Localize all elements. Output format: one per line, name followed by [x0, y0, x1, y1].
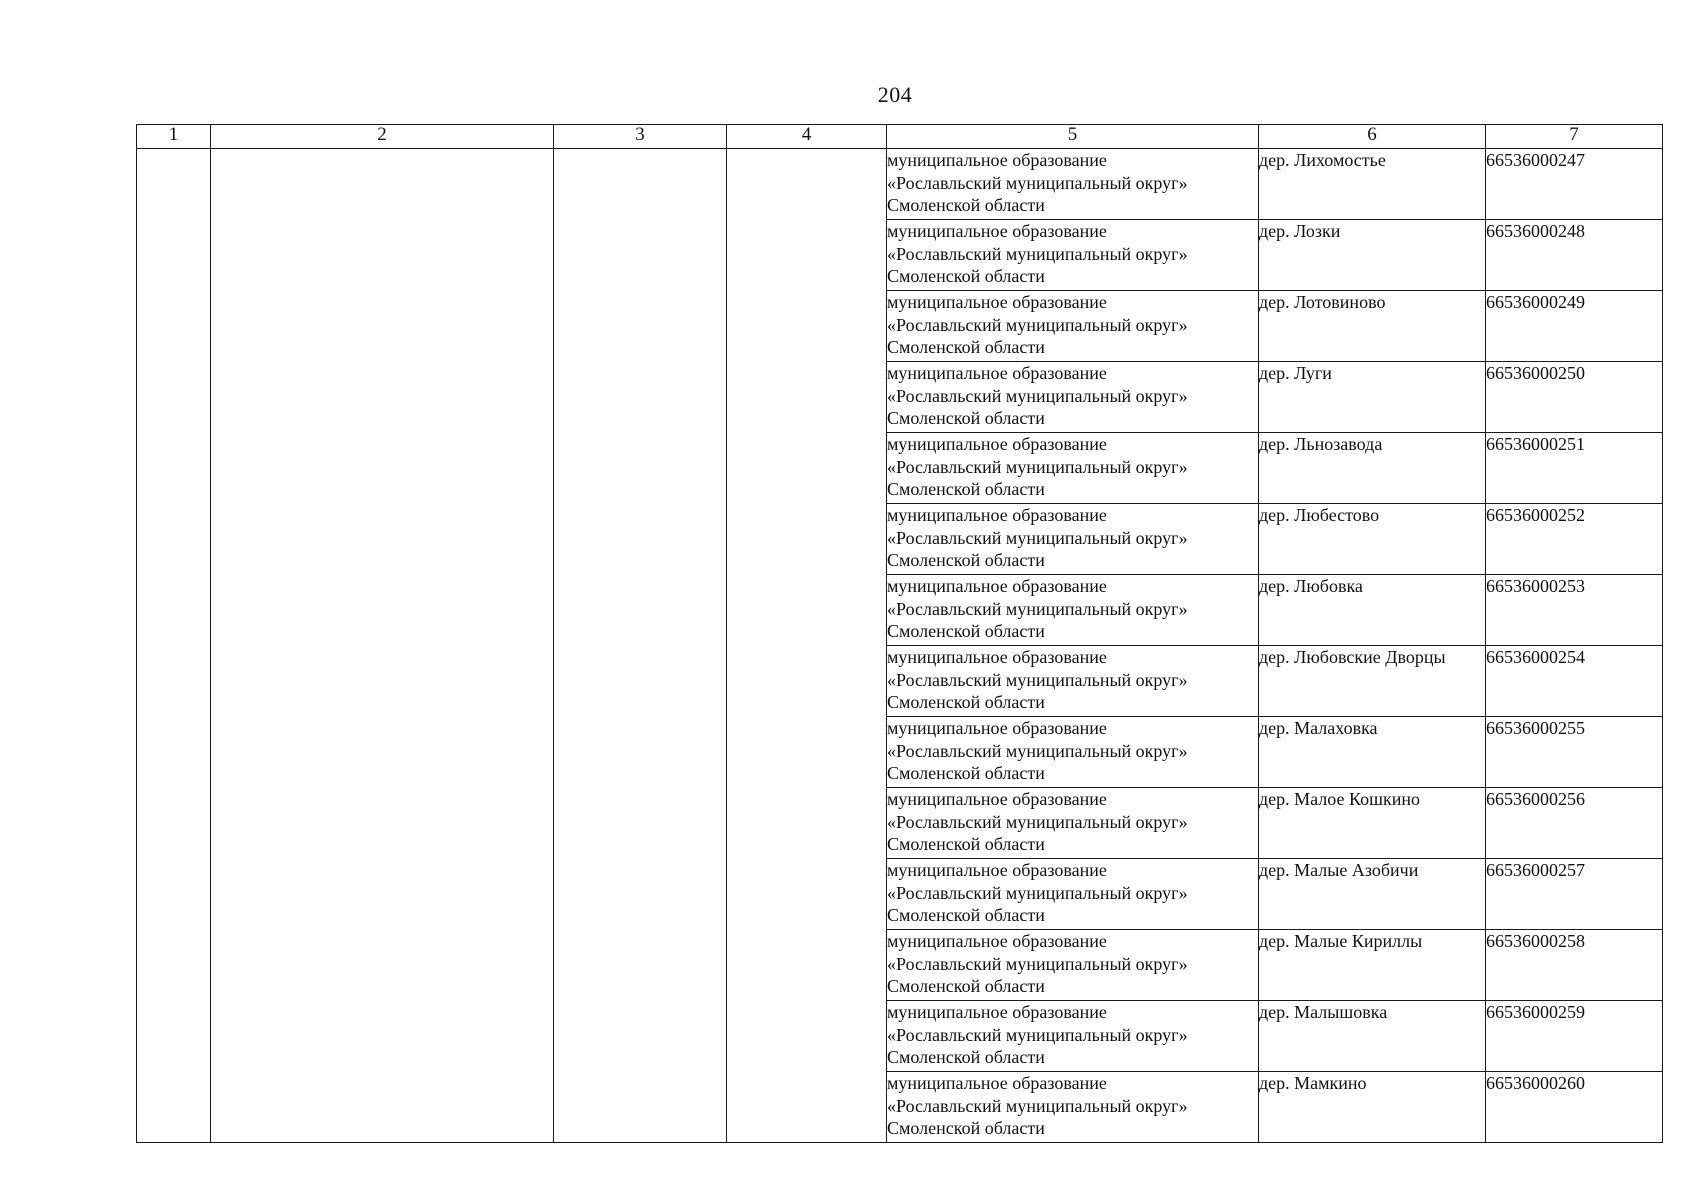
oktmo-code-cell: 66536000254 — [1486, 646, 1663, 717]
page-number: 204 — [877, 82, 913, 107]
settlement-cell: дер. Малаховка — [1259, 717, 1486, 788]
oktmo-code-cell: 66536000251 — [1486, 433, 1663, 504]
empty-cell-col1 — [137, 149, 211, 1143]
municipality-line-1: муниципальное образование — [887, 292, 1107, 312]
settlement-cell: дер. Малые Азобичи — [1259, 859, 1486, 930]
column-header-1: 1 — [137, 125, 211, 149]
municipality-cell — [887, 788, 1259, 859]
settlement-cell: дер. Лотовиново — [1259, 291, 1486, 362]
municipality-line-3: Смоленской области — [887, 834, 1045, 854]
municipality-line-2: «Рославльский муниципальный округ» — [887, 811, 1188, 832]
municipality-line-1: муниципальное образование — [887, 931, 1107, 951]
municipality-line-1: муниципальное образование — [887, 789, 1107, 809]
oktmo-code-cell: 66536000249 — [1486, 291, 1663, 362]
municipality-line-3: Смоленской области — [887, 550, 1045, 570]
column-number-row — [137, 125, 1663, 149]
municipality-line-3: Смоленской области — [887, 195, 1045, 215]
municipality-line-1: муниципальное образование — [887, 860, 1107, 880]
column-header-3: 3 — [554, 125, 727, 149]
municipality-cell — [887, 220, 1259, 291]
oktmo-code-cell: 66536000248 — [1486, 220, 1663, 291]
municipality-line-2: «Рославльский муниципальный округ» — [887, 1095, 1188, 1116]
municipality-line-1: муниципальное образование — [887, 647, 1107, 667]
municipality-line-2: «Рославльский муниципальный округ» — [887, 669, 1188, 690]
municipality-line-1: муниципальное образование — [887, 505, 1107, 525]
settlement-cell: дер. Любовка — [1259, 575, 1486, 646]
settlement-cell: дер. Любестово — [1259, 504, 1486, 575]
municipality-cell — [887, 930, 1259, 1001]
municipality-cell — [887, 717, 1259, 788]
municipality-line-1: муниципальное образование — [887, 221, 1107, 241]
municipality-line-3: Смоленской области — [887, 976, 1045, 996]
municipality-cell — [887, 149, 1259, 220]
settlement-cell: дер. Льнозавода — [1259, 433, 1486, 504]
municipality-cell — [887, 362, 1259, 433]
municipality-cell — [887, 291, 1259, 362]
municipality-line-1: муниципальное образование — [887, 150, 1107, 170]
municipality-line-3: Смоленской области — [887, 479, 1045, 499]
empty-cell-col3 — [554, 149, 727, 1143]
column-header-4: 4 — [727, 125, 887, 149]
oktmo-code-cell: 66536000260 — [1486, 1072, 1663, 1143]
column-header-2: 2 — [211, 125, 554, 149]
municipality-line-3: Смоленской области — [887, 905, 1045, 925]
municipality-line-2: «Рославльский муниципальный округ» — [887, 953, 1188, 974]
municipality-cell — [887, 1072, 1259, 1143]
register-body — [137, 149, 1663, 1143]
oktmo-code-cell: 66536000257 — [1486, 859, 1663, 930]
oktmo-code-cell: 66536000250 — [1486, 362, 1663, 433]
municipality-line-2: «Рославльский муниципальный округ» — [887, 527, 1188, 548]
oktmo-code-cell: 66536000255 — [1486, 717, 1663, 788]
municipality-cell — [887, 859, 1259, 930]
oktmo-code-cell: 66536000259 — [1486, 1001, 1663, 1072]
municipality-line-3: Смоленской области — [887, 621, 1045, 641]
oktmo-code-cell: 66536000258 — [1486, 930, 1663, 1001]
register-table — [136, 124, 1663, 1143]
municipality-line-3: Смоленской области — [887, 692, 1045, 712]
municipality-line-3: Смоленской области — [887, 763, 1045, 783]
municipality-line-3: Смоленской области — [887, 408, 1045, 428]
table-row — [137, 149, 1663, 220]
municipality-line-2: «Рославльский муниципальный округ» — [887, 243, 1188, 264]
municipality-line-1: муниципальное образование — [887, 718, 1107, 738]
municipality-line-2: «Рославльский муниципальный округ» — [887, 172, 1188, 193]
municipality-line-3: Смоленской области — [887, 1047, 1045, 1067]
oktmo-code-cell: 66536000252 — [1486, 504, 1663, 575]
oktmo-code-cell: 66536000253 — [1486, 575, 1663, 646]
municipality-line-1: муниципальное образование — [887, 434, 1107, 454]
empty-cell-col4 — [727, 149, 887, 1143]
municipality-cell — [887, 433, 1259, 504]
settlement-cell: дер. Малое Кошкино — [1259, 788, 1486, 859]
settlement-cell: дер. Лозки — [1259, 220, 1486, 291]
settlement-cell: дер. Любовские Дворцы — [1259, 646, 1486, 717]
municipality-line-3: Смоленской области — [887, 1118, 1045, 1138]
settlement-cell: дер. Малые Кириллы — [1259, 930, 1486, 1001]
municipality-line-2: «Рославльский муниципальный округ» — [887, 882, 1188, 903]
municipality-cell — [887, 646, 1259, 717]
municipality-line-1: муниципальное образование — [887, 363, 1107, 383]
column-header-5: 5 — [887, 125, 1259, 149]
municipality-line-3: Смоленской области — [887, 266, 1045, 286]
settlement-cell: дер. Луги — [1259, 362, 1486, 433]
oktmo-code-cell: 66536000256 — [1486, 788, 1663, 859]
municipality-line-2: «Рославльский муниципальный округ» — [887, 598, 1188, 619]
municipality-line-2: «Рославльский муниципальный округ» — [887, 740, 1188, 761]
municipality-line-1: муниципальное образование — [887, 576, 1107, 596]
column-header-7: 7 — [1486, 125, 1663, 149]
municipality-line-1: муниципальное образование — [887, 1002, 1107, 1022]
municipality-line-2: «Рославльский муниципальный округ» — [887, 1024, 1188, 1045]
oktmo-code-cell: 66536000247 — [1486, 149, 1663, 220]
municipality-line-2: «Рославльский муниципальный округ» — [887, 314, 1188, 335]
municipality-line-2: «Рославльский муниципальный округ» — [887, 385, 1188, 406]
empty-cell-col2 — [211, 149, 554, 1143]
municipality-line-2: «Рославльский муниципальный округ» — [887, 456, 1188, 477]
settlement-cell: дер. Лихомостье — [1259, 149, 1486, 220]
settlement-cell: дер. Малышовка — [1259, 1001, 1486, 1072]
municipality-line-3: Смоленской области — [887, 337, 1045, 357]
municipality-cell — [887, 504, 1259, 575]
municipality-cell — [887, 575, 1259, 646]
column-header-6: 6 — [1259, 125, 1486, 149]
settlement-cell: дер. Мамкино — [1259, 1072, 1486, 1143]
municipality-cell — [887, 1001, 1259, 1072]
municipality-line-1: муниципальное образование — [887, 1073, 1107, 1093]
